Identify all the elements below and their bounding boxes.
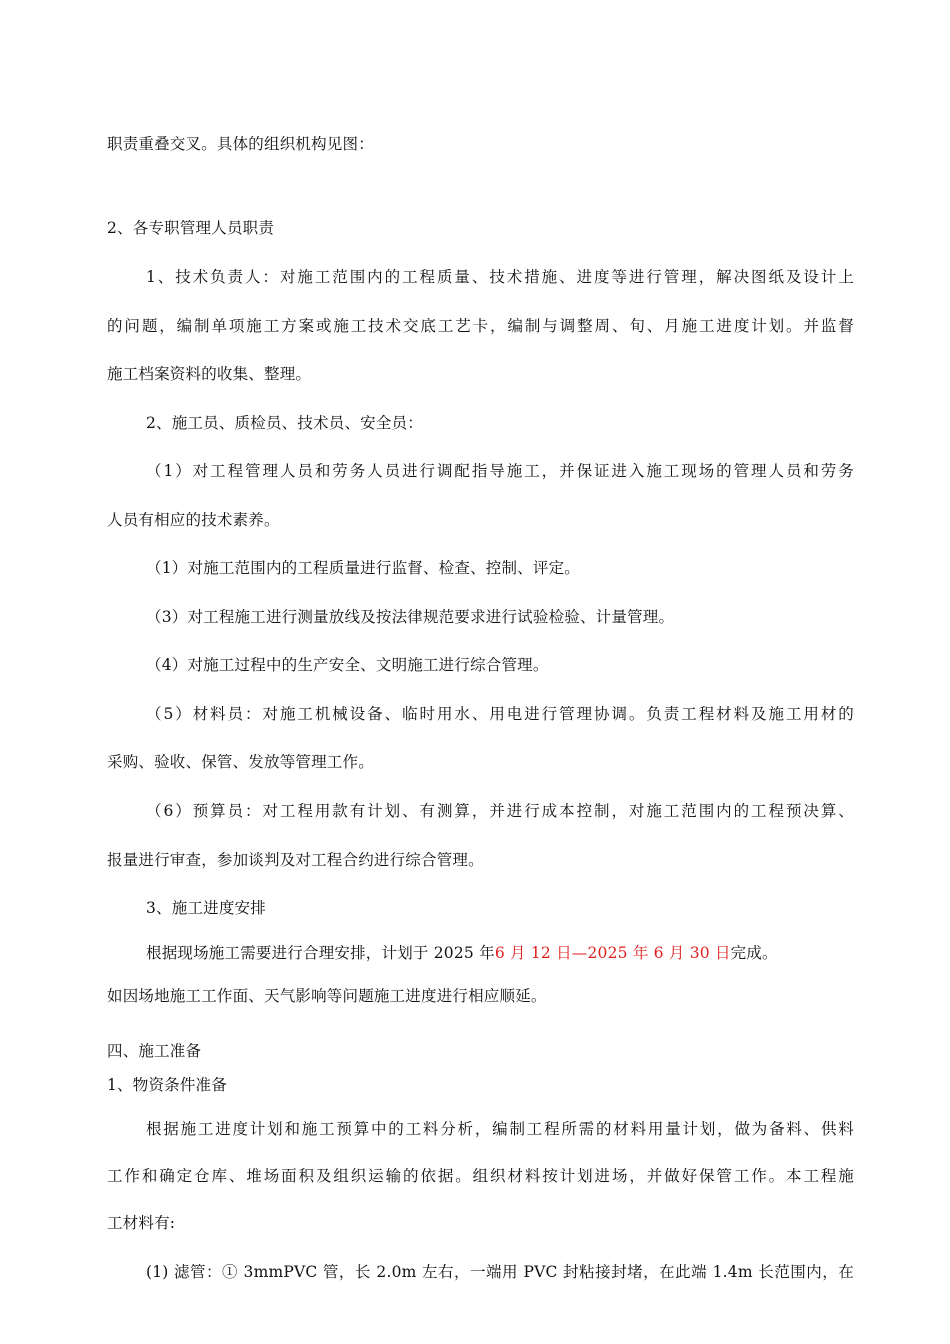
schedule-line	[146, 943, 854, 963]
paragraph-line: （5）材料员：对施工机械设备、临时用水、用电进行管理协调。负责工程材料及施工用材的	[146, 705, 854, 723]
paragraph-line: （6）预算员：对工程用款有计划、有测算，并进行成本控制，对施工范围内的工程预决算、	[146, 802, 854, 820]
schedule-text-start: 根据现场施工需要进行合理安排，计划于 2025 年	[146, 944, 495, 962]
paragraph-line: 1、技术负责人：对施工范围内的工程质量、技术措施、进度等进行管理，解决图纸及设计上	[146, 268, 854, 286]
paragraph-line: (1) 滤管：① 3mmPVC 管，长 2.0m 左右，一端用 PVC 封粘接封堵，在此端 1.4m 长范围内，在	[146, 1263, 854, 1281]
paragraph-line: 如因场地施工工作面、天气影响等问题施工进度进行相应顺延。	[107, 987, 547, 1005]
subsection-heading: 2、施工员、质检员、技术员、安全员：	[146, 414, 423, 432]
schedule-date-range: 6 月 12 日—2025 年 6 月 30 日	[494, 944, 731, 962]
paragraph-line: （1）对施工范围内的工程质量进行监督、检查、控制、评定。	[146, 559, 580, 577]
chapter-heading: 四、施工准备	[107, 1042, 202, 1060]
paragraph-line: （3）对工程施工进行测量放线及按法律规范要求进行试验检验、计量管理。	[146, 608, 675, 626]
paragraph-line: 施工档案资料的收集、整理。	[107, 365, 312, 383]
section-heading: 1、物资条件准备	[107, 1076, 227, 1094]
paragraph-line: 职责重叠交叉。具体的组织机构见图：	[107, 135, 374, 153]
subsection-heading: 3、施工进度安排	[146, 899, 266, 917]
paragraph-line: 工材料有:	[107, 1214, 176, 1232]
paragraph-line: 的问题，编制单项施工方案或施工技术交底工艺卡，编制与调整周、旬、月施工进度计划。并监督	[107, 317, 854, 335]
paragraph-line: 采购、验收、保管、发放等管理工作。	[107, 753, 374, 771]
paragraph-line: （1）对工程管理人员和劳务人员进行调配指导施工，并保证进入施工现场的管理人员和劳务	[146, 462, 854, 480]
paragraph-line: 人员有相应的技术素养。	[107, 511, 280, 529]
section-heading: 2、各专职管理人员职责	[107, 219, 275, 237]
paragraph-line: 工作和确定仓库、堆场面积及组织运输的依据。组织材料按计划进场，并做好保管工作。本工程施	[107, 1167, 854, 1185]
schedule-text-end: 完成。	[730, 944, 778, 962]
paragraph-line: 报量进行审查，参加谈判及对工程合约进行综合管理。	[107, 851, 484, 869]
paragraph-line: （4）对施工过程中的生产安全、文明施工进行综合管理。	[146, 656, 549, 674]
paragraph-line: 根据施工进度计划和施工预算中的工料分析，编制工程所需的材料用量计划，做为备料、供料	[146, 1120, 854, 1138]
